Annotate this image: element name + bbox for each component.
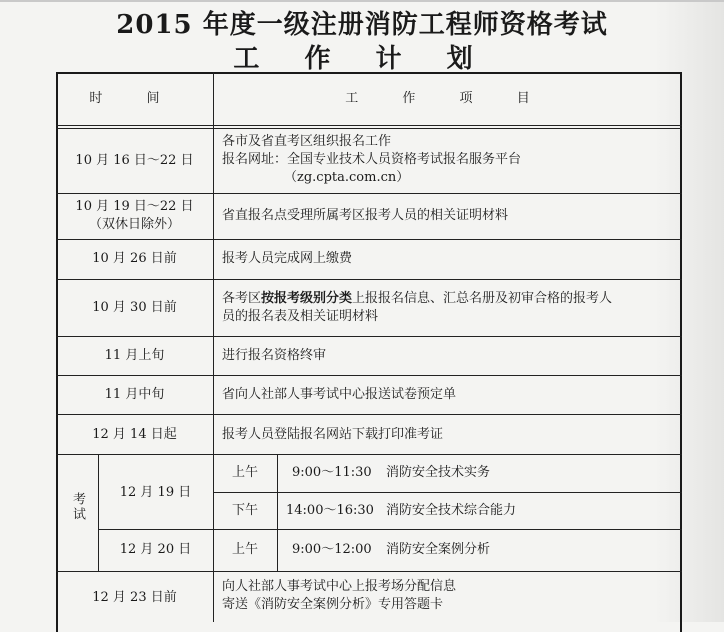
row-divider — [56, 454, 682, 455]
row-work: 省直报名点受理所属考区报考人员的相关证明材料 — [222, 208, 509, 223]
row-divider — [56, 128, 682, 129]
row-time — [56, 198, 213, 234]
document-subtitle: 工 作 计 划 — [233, 44, 491, 74]
row-time: 12 月 14 日起 — [92, 427, 177, 442]
exam-label: 考试 — [70, 492, 85, 522]
work-emphasis: 按报考级别分类 — [261, 291, 353, 306]
work-line: 寄送《消防安全案例分析》专用答题卡 — [222, 597, 444, 612]
exam-date: 12 月 20 日 — [119, 542, 192, 557]
work-text: 上报报名信息、汇总名册及初审合格的报考人 — [352, 291, 613, 306]
row-work: 进行报名资格终审 — [222, 348, 327, 363]
work-line — [222, 290, 677, 308]
period-divider — [277, 454, 278, 571]
row-work: 报考人员完成网上缴费 — [222, 251, 353, 266]
work-line: 报名网址：全国专业技术人员资格考试报名服务平台 — [222, 152, 522, 167]
row-work: 省向人社部人事考试中心报送试卷预定单 — [222, 387, 457, 402]
day-divider — [98, 529, 682, 530]
row-work: 报考人员登陆报名网站下载打印准考证 — [222, 427, 444, 442]
session-period: 上午 — [231, 465, 258, 480]
session-subject: 消防安全技术实务 — [386, 465, 491, 480]
session-period: 下午 — [231, 503, 258, 518]
row-divider — [56, 414, 682, 415]
work-text: 各考区 — [222, 291, 262, 306]
row-divider — [56, 336, 682, 337]
column-divider — [213, 72, 214, 622]
row-divider — [56, 375, 682, 376]
session-period: 上午 — [231, 542, 258, 557]
row-time: 10 月 16 日～22 日 — [75, 153, 194, 168]
document-title: 2015 年度一级注册消防工程师资格考试 — [116, 10, 608, 40]
time-note: （双休日除外） — [88, 217, 180, 232]
header-time: 时 间 — [89, 91, 180, 106]
header-work: 工 作 项 目 — [345, 91, 550, 106]
session-time: 9:00～12:00 — [292, 542, 372, 557]
row-time: 12 月 23 日前 — [92, 590, 177, 605]
top-rule — [0, 0, 724, 2]
session-subject: 消防安全技术综合能力 — [386, 503, 517, 518]
work-line: 员的报名表及相关证明材料 — [222, 309, 379, 324]
row-time: 11 月上旬 — [104, 348, 165, 363]
work-line: （zg.cpta.com.cn） — [284, 170, 410, 185]
row-divider — [56, 279, 682, 280]
row-time: 10 月 26 日前 — [92, 251, 177, 266]
session-time: 14:00～16:30 — [286, 503, 374, 518]
work-line: 各市及省直考区组织报名工作 — [222, 134, 392, 149]
session-subject: 消防安全案例分析 — [386, 542, 491, 557]
row-work — [222, 133, 672, 187]
time-main: 10 月 19 日～22 日 — [75, 199, 194, 214]
row-divider — [56, 125, 682, 126]
row-divider — [56, 571, 682, 572]
exam-date: 12 月 19 日 — [119, 485, 192, 500]
row-work — [222, 290, 677, 326]
row-time: 11 月中旬 — [104, 387, 165, 402]
row-work — [222, 578, 672, 614]
work-line: 向人社部人事考试中心上报考场分配信息 — [222, 579, 457, 594]
session-time: 9:00～11:30 — [292, 465, 372, 480]
row-divider — [56, 193, 682, 194]
row-time: 10 月 30 日前 — [92, 300, 177, 315]
session-divider — [213, 492, 682, 493]
row-divider — [56, 239, 682, 240]
